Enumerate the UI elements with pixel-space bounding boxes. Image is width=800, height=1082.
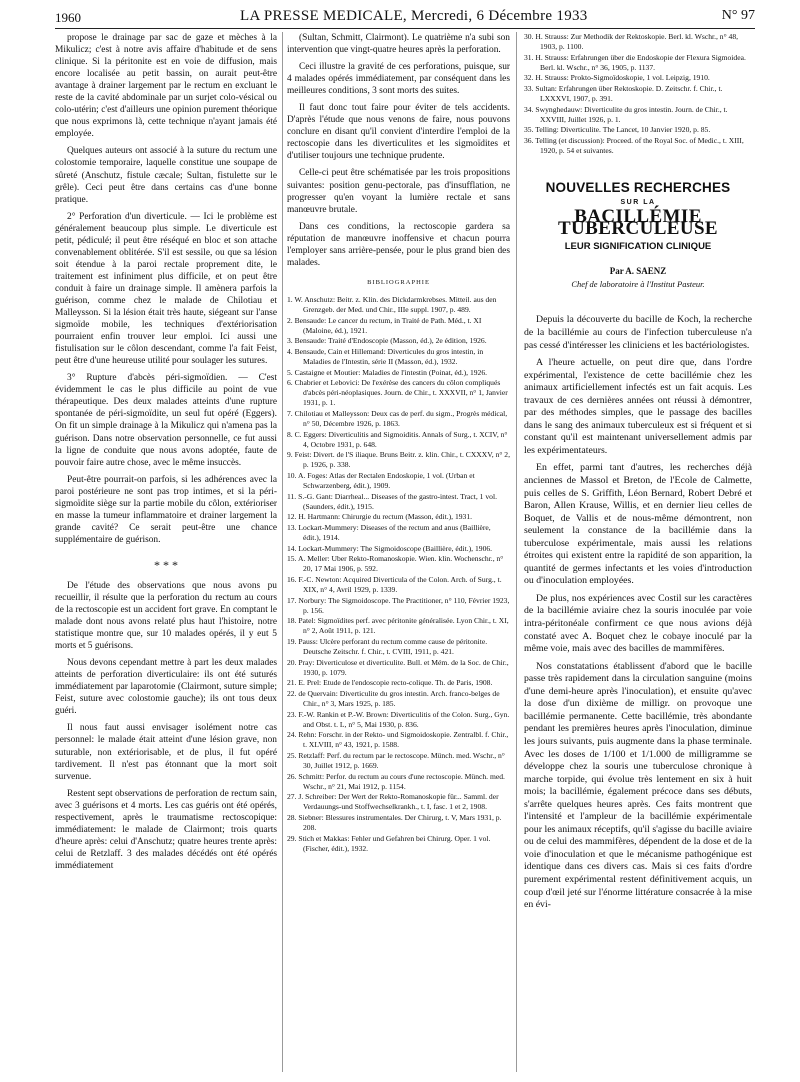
- bibliography-entry: 21. E. Prel: Etude de l'endoscopie recto-colique. Th. de Paris, 1908.: [287, 678, 493, 688]
- bibliography-entry: 26. Schmitt: Perfor. du rectum au cours d'une rectoscopie. Münch. med. Wschr., n° 21, Mai 1912, p. 1154.: [287, 771, 505, 791]
- column-middle: [287, 32, 510, 1076]
- bibliography-entry: 10. A. Foges: Atlas der Rectalen Endoskopie, 1 vol. (Urban et Schwarzenberg, édit.), 1909.: [287, 470, 475, 491]
- bibliography-entry: 5. Castaigne et Moutier: Maladies de l'intestin (Poinat, éd.), 1926.: [287, 367, 488, 377]
- bibliography-entry: 8. C. Eggers: Diverticulitis and Sigmoiditis. Annals of Surg., t. XCIV, n° 4, Octobre 1931, p. 648.: [287, 429, 508, 449]
- paragraph: En effet, parmi tant d'autres, les recherches déjà anciennes de Massol et Breton, de l'Ecole de Calmette, puis celles de S. Griffith, Léon Bernard, Robert Debré et Baron, Allen Krause, Willis, et en dernier lieu celles de Boquet, de Vallis et de nous-même démontrent, non seulement la constance de la bacillémie dans la tuberculose expérimentale, mais aussi les relations étroites qui existent entre la rapidité de son apparition, la quantité de germes infectants et les voies d'introduction ou d'inoculation employées.: [524, 462, 752, 587]
- paragraph: Celle-ci peut être schématisée par les trois propositions suivantes: position genu-pectorale, pas d'insufflation, ne progresser qu'en voyant la lumière rectale et sans manœuvre brutale.: [287, 168, 510, 215]
- bibliography-entry: 24. Rehn: Forschr. in der Rekto- und Sigmoidoskopie. Zentralbl. f. Chir., t. XLVIII, n° 43, 1921, p. 1588.: [287, 730, 509, 750]
- bibliography-entry: 16. F.-C. Newton: Acquired Diverticula of the Colon. Arch. of Surg., t. XIX, n° 4, Avril 1929, p. 1339.: [287, 574, 502, 595]
- article-subtitle: LEUR SIGNIFICATION CLINIQUE: [564, 241, 712, 253]
- bibliography-entry: 12. H. Hartmann: Chirurgie du rectum (Masson, édit.), 1931.: [287, 512, 473, 522]
- bibliography-entry: 6. Chabrier et Lebovici: De l'exérèse des cancers du côlon compliqués d'abcès péri-néoplasiques. Journ. de Chir., t. XXXVII, n° 1, Janvier 1931, p. 1.: [287, 378, 508, 408]
- paragraph: Dans ces conditions, la rectoscopie gardera sa réputation de manœuvre inoffensive et chacun pourra l'employer sans arrière-pensée, pour le plus grand bien des malades.: [287, 221, 510, 268]
- left-paragraphs-bottom: [55, 580, 277, 872]
- bibliography-entry: 33. Sultan: Erfahrungen über Rektoskopie. D. Zeitschr. f. Chir., t. LXXXVI, 1907, p. 391.: [524, 83, 723, 104]
- running-header: [55, 6, 755, 29]
- paragraph: 3° Rupture d'abcès péri-sigmoïdien. — C'est évidemment le cas le plus difficile au point de vue thérapeutique. Des deux malades atteints d'une rupture spontanée de péri-sigmoïdite, un seul fut opéré (Eggers). On fit un simple drainage à la Mikulicz qui n'amena pas la guérison. Dans notre observation personnelle, ce fut aussi la ligne de conduite que nous avons adoptée, faute de pouvoir faire autre chose, avec le même insuccès.: [55, 373, 277, 468]
- paragraph: De l'étude des observations que nous avons pu recueillir, il résulte que la perforation du rectum au cours de la rectoscopie est un accident fort grave. En comptant le malade dont nous avons relaté plus haut l'histoire, notre statistique montre que, sur 10 malades opérés, il y eut 5 morts et 5 guérisons.: [55, 580, 277, 652]
- bibliography-entry: 14. Lockart-Mummery: The Sigmoidoscope (Baillière, édit.), 1906.: [287, 543, 493, 553]
- article-body: [524, 314, 752, 911]
- section-separator: * * *: [154, 557, 178, 572]
- bibliography-entry: 27. J. Schreiber: Der Wert der Rekto-Romanoskopie für... Samml. der Verdauungs-und Stoffwechselkrankh., t. I, fasc. 1 et 2, 1908.: [287, 792, 499, 812]
- bibliography-entry: 32. H. Strauss: Prokto-Sigmoïdoskopie, 1 vol. Leipzig, 1910.: [524, 73, 710, 83]
- bibliography-entry: 36. Telling (et discussion): Proceed. of the Royal Soc. of Medic., t. XIII, 1920, p. 54 et suivantes.: [524, 135, 744, 156]
- column-rule: [282, 32, 283, 1072]
- bibliography-entry: 29. Stich et Makkas: Fehler und Gefahren bei Chirurg. Oper. 1 vol. (Fischer, édit.), 1932.: [287, 833, 491, 853]
- bibliography-entry: 4. Bensaude, Cain et Hillemand: Diverticules du gros intestin, in Maladies de l'Intestin, série II (Masson, éd.), 1932.: [287, 346, 484, 366]
- page-number: 1960: [55, 10, 81, 25]
- paragraph: Peut-être pourrait-on parfois, si les adhérences avec la paroi postérieure ne sont pas trop intimes, et si la péri-sigmoïdite siège sur la partie mobile du côlon, extérioriser en masse la tumeur inflammatoire et drainer largement la grande cavité? Ce serait peut-être une chance supplémentaire de guérison.: [55, 474, 277, 545]
- bibliography-entry: 30. H. Strauss: Zur Methodik der Rektoskopie. Berl. kl. Wschr., n° 48, 1903, p. 1100.: [524, 32, 739, 52]
- left-paragraphs-top: [55, 32, 277, 546]
- article-title-line2: SUR LA: [620, 199, 656, 207]
- article-title-line1: NOUVELLES RECHERCHES: [545, 180, 731, 196]
- bibliography-list-continued: [524, 32, 752, 156]
- author-affiliation: Chef de laboratoire à l'Institut Pasteur.: [571, 279, 705, 290]
- paragraph: Nous devons cependant mettre à part les deux malades atteints de perforation diverticulaire: ils ont été suturés immédiatement par laparotomie (Clairmont, suture simple; Feist, suture avec colostomie gauche); ils ont tous deux guéri.: [55, 658, 277, 717]
- paragraph: A l'heure actuelle, on peut dire que, dans l'ordre expérimental, l'existence de cette bacillémie chez les animaux artificiellement infectés est un fait acquis. Les travaux de ces dernières années ont réussi à démontrer, par des méthodes simples, que le passage des bacilles dans le sang des animaux tuberculeux est si fréquent et si constant qu'il est maintenant universellement admis par les expérimentateurs.: [524, 357, 752, 456]
- article-byline: Par A. SAENZ: [609, 266, 667, 277]
- bibliography-list: [287, 295, 510, 854]
- paragraph: Quelques auteurs ont associé à la suture du rectum une colostomie temporaire, laquelle constitue une soupape de sûreté (Anschutz, fistule cæcale; Sultan, fistulette sur le grêle). Ceci peut être dans certains cas d'une bonne pratique.: [55, 146, 277, 205]
- bibliography-entry: 15. A. Meller: Uber Rekto-Romanoskopie. Wien. klin. Wochenschr., n° 20, 17 Mai 1906, p. 592.: [287, 554, 504, 574]
- paragraph: De plus, nos expériences avec Costil sur les caractères de la bacillémie aviaire chez la souris inoculée par voie intra-péritonéale confirment ce que nous avions déjà constaté avec A. Boquet chez le cobaye inoculé par la même voie, mais avec des bacilles de mammifères.: [524, 592, 752, 655]
- paragraph: Il faut donc tout faire pour éviter de tels accidents. D'après l'étude que nous venons de faire, nous pouvons conclure en disant qu'il convient d'interdire l'emploi de la rectoscopie dans les diverticulites et les sigmoïdites et d'utiliser toujours une technique prudente.: [287, 103, 510, 162]
- middle-paragraphs: [287, 32, 510, 269]
- bibliography-entry: 1. W. Anschutz: Beitr. z. Klin. des Dickdarmkrebses. Mitteil. aus den Grenzgeb. der Med. und Chir., IIIe suppl. 1907, p. 489.: [287, 294, 497, 314]
- bibliography-entry: 23. F.-W. Rankin et P.-W. Brown: Diverticulitis of the Colon. Surg., Gyn. and Obst. t. L, n° 5, Mai 1930, p. 836.: [287, 709, 510, 729]
- column-left: [55, 32, 277, 1076]
- paragraph: Nos constatations établissent d'abord que le bacille passe très rapidement dans la circulation sanguine (moins d'une demi-heure après l'inoculation), et ensuite qu'avec la dose d'un dixième de milligr. on provoque une bacillémie permanente. Cette bacillémie, très abondante pendant les premières heures après l'inoculation, diminue les jours suivants, puis augmente dans la phase terminale. Avec les doses de 1/100 et 1/1.000 de milligramme se développe chez la souris une tuberculose chronique à marche torpide, qui évolue très lentement en six à huit mois; la bacillémie, également précoce dans ses débuts, s'arrête quelques heures après. Ces faits montrent que l'intensité et l'ampleur de la bacillémie expérimentale pour les animaux réceptifs, qu'il s'agisse du bacille aviaire ou de celui des mammifères, dépendent de la dose et de la voie d'inoculation et que le mécanisme pathogénique est identique dans ces divers cas. Mais si ces faits d'ordre purement expérimental restent définitivement acquis, un coup d'œil jeté sur l'énorme littérature consacrée à la mise en évi-: [524, 660, 752, 911]
- bibliography-entry: 3. Bensaude: Traité d'Endoscopie (Masson, éd.), 2e édition, 1926.: [287, 336, 487, 346]
- journal-title: LA PRESSE MEDICALE, Mercredi, 6 Décembre 1933: [240, 8, 588, 24]
- bibliography-heading: BIBLIOGRAPHIE: [367, 278, 430, 286]
- bibliography-entry: 22. de Quervain: Diverticulite du gros intestin. Arch. franco-belges de Chir., n° 3, Mars 1925, p. 185.: [287, 688, 500, 709]
- bibliography-entry: 18. Patel: Sigmoïdites perf. avec péritonite généralisée. Lyon Chir., t. XI, n° 2, Août 1911, p. 121.: [287, 616, 509, 636]
- bibliography-entry: 28. Siebner: Blessures instrumentales. Der Chirurg, t. V, Mars 1931, p. 208.: [287, 813, 502, 833]
- bibliography-entry: 17. Norbury: The Sigmoidoscope. The Practitioner, n° 110, Février 1923, p. 156.: [287, 595, 510, 615]
- paragraph: Ceci illustre la gravité de ces perforations, puisque, sur 4 malades opérés immédiatement, par conséquent dans les meilleures conditions, 3 sont morts des suites.: [287, 62, 510, 97]
- bibliography-entry: 20. Pray: Diverticulose et diverticulite. Bull. et Mém. de la Soc. de Chir., 1930, p. 1079.: [287, 657, 509, 677]
- paragraph: (Sultan, Schmitt, Clairmont). Le quatrième n'a subi son intervention que vingt-quatre heures après la perforation.: [287, 33, 510, 56]
- issue-number: N° 97: [721, 8, 755, 23]
- bibliography-entry: 7. Chilotiau et Malleysson: Deux cas de perf. du sigm., Progrès médical, n° 50, Décembre 1926, p. 1863.: [287, 408, 508, 429]
- paragraph: 2° Perforation d'un diverticule. — Ici le problème est généralement beaucoup plus simple. Le diverticule est petit, pédiculé; il peut être réséqué en bloc et son attache convenablement oblitérée. S'il est sessile, ou que sa lésion soit étendue à la paroi rectale proprement dite, le traitement est infiniment plus difficile, et on peut être conduit à faire un drainage simple. Il amènera parfois la guérison, comme chez le malade de Chilotiau et Malleysson. Si la lésion était très haute, siégeant sur l'anse sigmoïde mobile, les techniques d'extériorisation pourraient enfin trouver leur emploi. Ici aussi une fistulisation sur le côlon descendant, comme l'a fait Feist, peut être d'une heureuse utilité pour soulager les sutures.: [55, 211, 277, 367]
- bibliography-entry: 25. Retzlaff: Perf. du rectum par le rectoscope. Münch. med. Wschr., n° 30, Juillet 1912, p. 1669.: [287, 751, 505, 771]
- bibliography-entry: 13. Lockart-Mummery: Diseases of the rectum and anus (Baillière, édit.), 1914.: [287, 522, 491, 543]
- paragraph: propose le drainage par sac de gaze et mèches à la Mikulicz; c'est à notre avis affaire d'habitude et de sens clinique. Si la péritonite est en voie de diffusion, mais encore localisée au petit bassin, on aurait peut-être avantage à drainer largement par le rectum en excluant le reste de la cavité abdominale par un surjet colo-vésical ou colo-utérin; c'est d'ailleurs une opinion purement théorique que nous exprimons là, cette technique n'ayant jamais été employée.: [55, 33, 277, 140]
- paragraph: Il nous faut aussi envisager isolément notre cas personnel: le malade était atteint d'une lésion grave, non suturable, non extériorisable, et de plus, il fut opéré tardivement. Il n'est pas étonnant que la mort soit survenue.: [55, 723, 277, 782]
- bibliography-entry: 2. Bensaude: Le cancer du rectum, in Traité de Path. Méd., t. XI (Maloine, éd.), 1921.: [287, 315, 482, 335]
- paragraph: Restent sept observations de perforation de rectum sain, avec 3 guérisons et 4 morts. Les cas guéris ont été opérés, respectivement, après le traumatisme rectoscopique: immédiatement: le malade de Clairmont; trois quarts d'heure après: celui d'Anschutz; quatre heures trente après: celui de Retzlaff. 3 des malades décédés ont été opérés immédiatement: [55, 788, 277, 871]
- article-title-main: BACILLÉMIE TUBERCULEUSE: [557, 206, 718, 240]
- bibliography-entry: 19. Pauss: Ulcère perforant du rectum comme cause de péritonite. Deutsche Zeitschr. f. Chir., t. CVIII, 1911, p. 421.: [287, 636, 488, 657]
- column-right: [524, 32, 752, 1076]
- bibliography-entry: 34. Swynghedauw: Diverticulite du gros intestin. Journ. de Chir., t. XXVIII, Juillet 1926, p. 1.: [524, 104, 728, 124]
- bibliography-entry: 35. Telling: Diverticulite. The Lancet, 10 Janvier 1920, p. 85.: [524, 125, 711, 135]
- bibliography-entry: 9. Feist: Divert. de l'S iliaque. Bruns Beitr. z. klin. Chir., t. CXXXV, n° 2, p. 1926, p. 338.: [287, 450, 510, 470]
- column-rule: [516, 32, 517, 1072]
- bibliography-entry: 11. S.-G. Gant: Diarrheal... Diseases of the gastro-intest. Tract, 1 vol. (Saunders, édit.), 1915.: [287, 491, 497, 511]
- paragraph: Depuis la découverte du bacille de Koch, la recherche de la bacillémie au cours de l'infection tuberculeuse n'a pas cessé d'intéresser les cliniciens et les bactériologistes.: [524, 314, 752, 351]
- bibliography-entry: 31. H. Strauss: Erfahrungen über die Endoskopie der Flexura Sigmoidea. Berl. kl. Wschr., n° 36, 1905, p. 1137.: [524, 52, 746, 72]
